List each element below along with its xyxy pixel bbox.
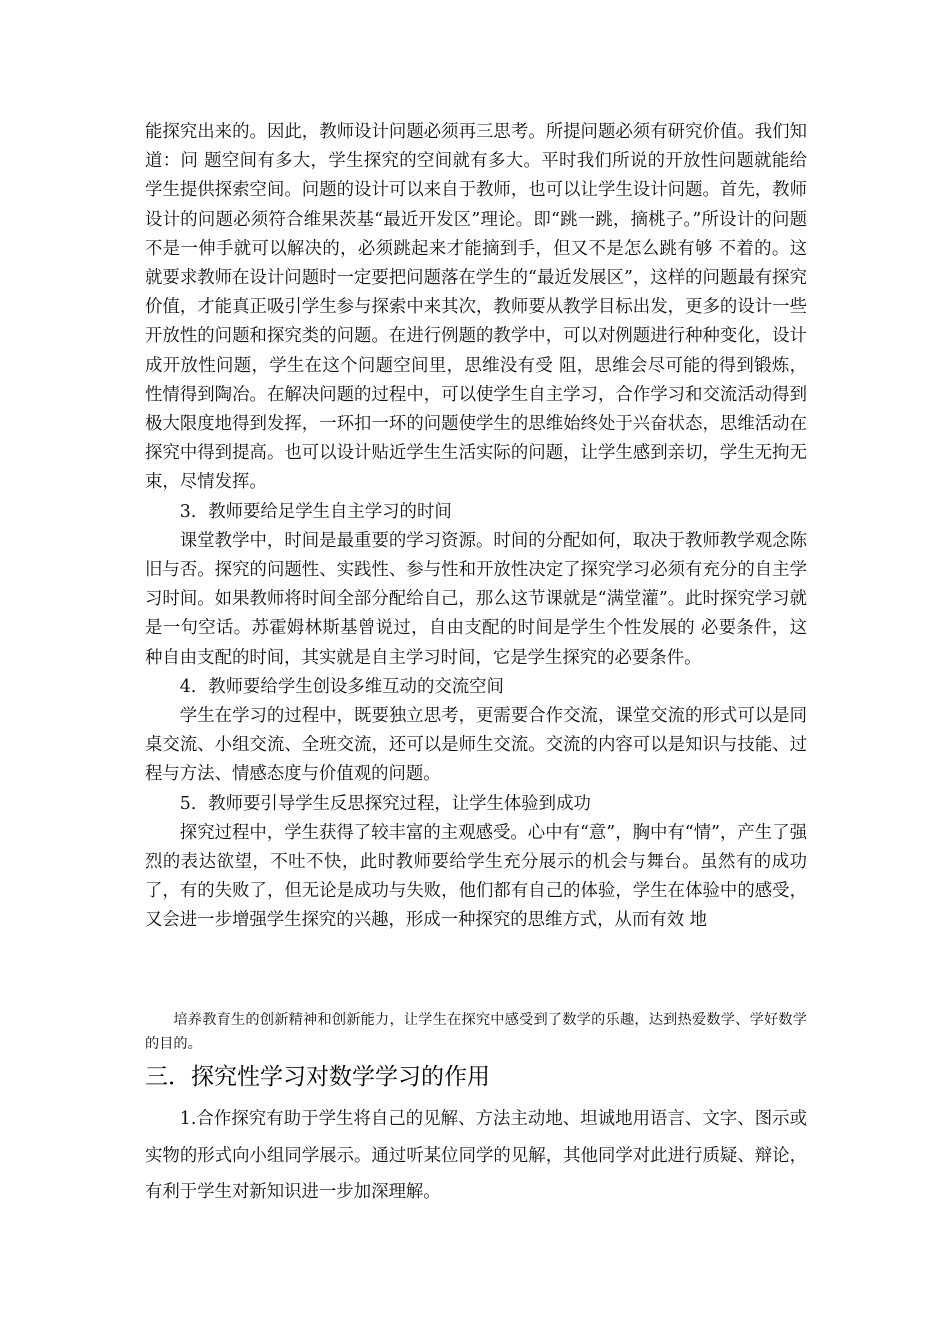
item-heading-3: 3．教师要给足学生自主学习的时间 bbox=[179, 501, 452, 522]
paragraph-innovation: 培养教育生的创新精神和创新能力，让学生在探究中感受到了数学的乐趣，达到热爱数学、学好数学的目的。 bbox=[145, 1012, 807, 1052]
paragraph-exchange-space: 学生在学习的过程中，既要独立思考，更需要合作交流，课堂交流的形式可以是同桌交流、小组交流、全班交流，还可以是师生交流。交流的内容可以是知识与技能、过程与方法、情感态度与价值观的问题。 bbox=[145, 706, 807, 785]
paragraph-reflection: 探究过程中，学生获得了较丰富的主观感受。心中有“意”，胸中有“情”，产生了强烈的表达欲望，不吐不快，此时教师要给学生充分展示的机会与舞台。虽然有的成功了，有的失败了，但无论是成功与失败，他们都有自己的体验，学生在体验中的感受，又会进一步增强学生探究的兴趣，形成一种探究的思维方式，从而有效 地 bbox=[145, 822, 807, 931]
item-heading-5: 5．教师要引导学生反思探究过程，让学生体验到成功 bbox=[179, 793, 591, 814]
section-body bbox=[145, 1101, 807, 1211]
paragraph-question-design: 能探究出来的。因此，教师设计问题必须再三思考。所提问题必须有研究价值。我们知道：问 题空间有多大，学生探究的空间就有多大。平时我们所说的开放性问题就能给学生提供探索空间。问题的设计可以来自于教师，也可以让学生设计问题。首先，教师设计的问题必须符合维果茨基“最近开发区”理论。即“跳一跳，摘桃子。”所设计的问题不是一伸手就可以解决的，必须跳起来才能摘到手，但又不是怎么跳有够 不着的。这就要求教师在设计问题时一定要把问题落在学生的“最近发展区”，这样的问题最有探究价值，才能真正吸引学生参与探索中来其次，教师要从教学目标出发，更多的设计一些开放性的问题和探究类的问题。在进行例题的教学中，可以对例题进行种种变化，设计成开放性问题，学生在这个问题空间里，思维没有受 阻，思维会尽可能的得到锻炼，性情得到陶冶。在解决问题的过程中，可以使学生自主学习，合作学习和交流活动得到极大限度地得到发挥，一环扣一环的问题使学生的思维始终处于兴奋状态，思维活动在探究中得到提高。也可以设计贴近学生生活实际的问题，让学生感到亲切，学生无拘无束，尽情发挥。 bbox=[145, 122, 807, 493]
item-heading-4: 4．教师要给学生创设多维互动的交流空间 bbox=[179, 676, 504, 697]
section-heading: 三．探究性学习对数学学习的作用 bbox=[145, 1064, 490, 1090]
body-text bbox=[145, 118, 807, 936]
paragraph-cooperation: 1.合作探究有助于学生将自己的见解、方法主动地、坦诚地用语言、文字、图示或实物的形式向小组同学展示。通过听某位同学的见解，其他同学对此进行质疑、辩论，有利于学生对新知识进一步加深理解。 bbox=[145, 1109, 807, 1202]
small-text-block bbox=[145, 1008, 807, 1056]
paragraph-learning-time: 课堂教学中，时间是最重要的学习资源。时间的分配如何，取决于教师教学观念陈旧与否。探究的问题性、实践性、参与性和开放性决定了探究学习必须有充分的自主学习时间。如果教师将时间全部分配给自己，那么这节课就是“满堂灌”。此时探究学习就是一句空话。苏霍姆林斯基曾说过，自由支配的时间是学生个性发展的 必要条件，这种自由支配的时间，其实就是自主学习时间，它是学生探究的必要条件。 bbox=[145, 530, 807, 668]
